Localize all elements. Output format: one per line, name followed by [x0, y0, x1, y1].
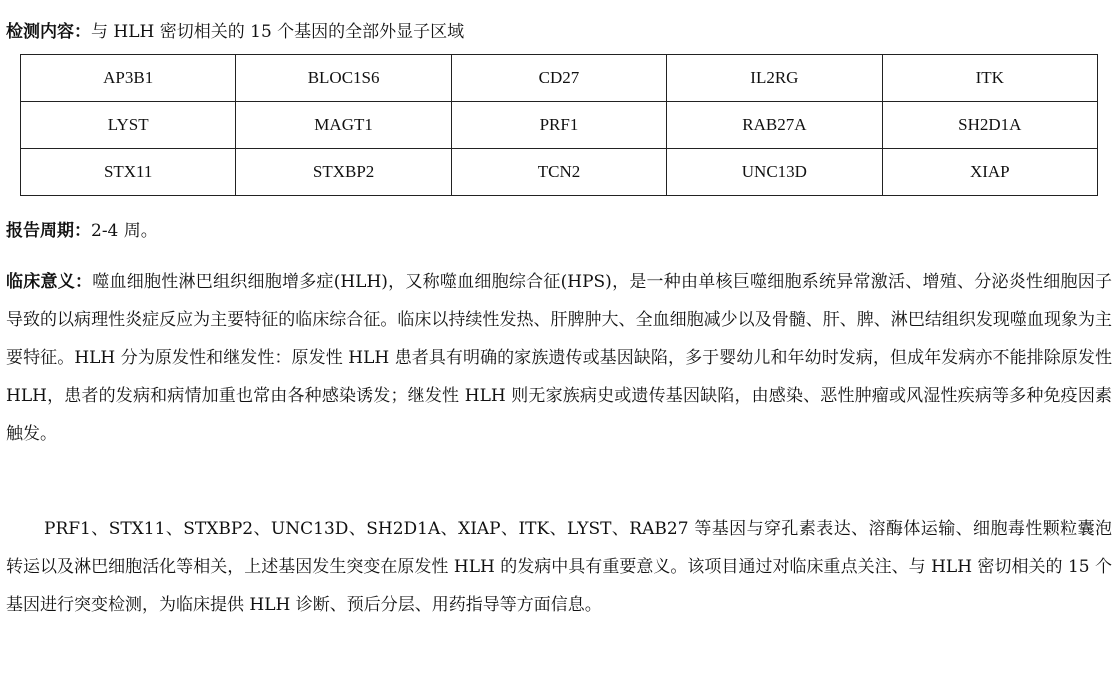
gene-cell: MAGT1: [236, 102, 451, 149]
gene-cell: IL2RG: [667, 55, 882, 102]
gene-cell: ITK: [882, 55, 1097, 102]
gene-cell: STX11: [21, 149, 236, 196]
gene-cell: SH2D1A: [882, 102, 1097, 149]
clinical-significance-label: 临床意义：: [6, 272, 93, 292]
report-period-label: 报告周期：: [6, 221, 91, 241]
gene-function-paragraph: [6, 510, 1112, 624]
clinical-significance-text: 噬血细胞性淋巴组织细胞增多症(HLH)，又称噬血细胞综合征(HPS)，是一种由单核巨噬细胞系统异常激活、增殖、分泌炎性细胞因子导致的以病理性炎症反应为主要特征的临床综合征。临床以持续性发热、肝脾肿大、全血细胞减少以及骨髓、肝、脾、淋巴结组织发现噬血现象为主要特征。HLH 分为原发性和继发性：原发性 HLH 患者具有明确的家族遗传或基因缺陷，多于婴幼儿和年幼时发病，但成年发病亦不能排除原发性 HLH，患者的发病和病情加重也常由各种感染诱发；继发性 HLH 则无家族病史或遗传基因缺陷，由感染、恶性肿瘤或风湿性疾病等多种免疫因素触发。: [6, 272, 1112, 444]
table-row: [21, 55, 1098, 102]
gene-cell: STXBP2: [236, 149, 451, 196]
report-period-text: 2-4 周。: [91, 221, 158, 241]
gene-cell: CD27: [451, 55, 666, 102]
clinical-significance-paragraph: [6, 263, 1112, 453]
gene-table: [20, 54, 1098, 196]
gene-cell: UNC13D: [667, 149, 882, 196]
test-content-text: 与 HLH 密切相关的 15 个基因的全部外显子区域: [91, 22, 465, 42]
test-content-label: 检测内容：: [6, 22, 91, 42]
gene-cell: PRF1: [451, 102, 666, 149]
gene-cell: TCN2: [451, 149, 666, 196]
gene-cell: AP3B1: [21, 55, 236, 102]
gene-function-text: PRF1、STX11、STXBP2、UNC13D、SH2D1A、XIAP、ITK、LYST、RAB27 等基因与穿孔素表达、溶酶体运输、细胞毒性颗粒囊泡转运以及淋巴细胞活化等相关，上述基因发生突变在原发性 HLH 的发病中具有重要意义。该项目通过对临床重点关注、与 HLH 密切相关的 15 个基因进行突变检测，为临床提供 HLH 诊断、预后分层、用药指导等方面信息。: [6, 519, 1112, 615]
gene-cell: LYST: [21, 102, 236, 149]
gene-cell: BLOC1S6: [236, 55, 451, 102]
gene-cell: RAB27A: [667, 102, 882, 149]
table-row: [21, 102, 1098, 149]
table-row: [21, 149, 1098, 196]
report-period-line: [6, 220, 158, 242]
test-content-line: [6, 21, 464, 43]
gene-cell: XIAP: [882, 149, 1097, 196]
